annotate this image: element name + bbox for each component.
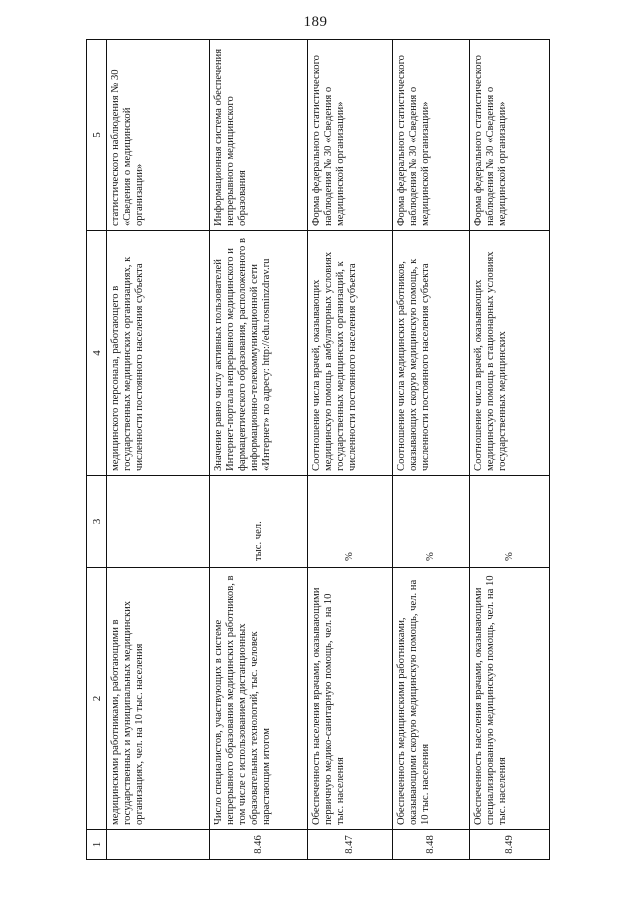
unit-cell: % bbox=[308, 476, 393, 568]
indicators-table bbox=[86, 39, 550, 860]
unit-cell: % bbox=[393, 476, 470, 568]
column-header: 2 bbox=[87, 568, 107, 830]
table-row bbox=[210, 40, 308, 860]
table-row bbox=[470, 40, 550, 860]
row-number bbox=[107, 830, 210, 860]
source-cell: Информационная система обеспечения непрерывного медицинского образования bbox=[210, 40, 308, 231]
indicator-cell: Обеспеченность медицинскими работниками, оказывающими скорую медицинскую помощь, чел. на 10 тыс. населения bbox=[393, 568, 470, 830]
table-row bbox=[308, 40, 393, 860]
row-number: 8.48 bbox=[393, 830, 470, 860]
method-cell: медицинского персонала, работающего в государственных медицинских организациях, к численности постоянного населения субъекта bbox=[107, 231, 210, 476]
column-header: 5 bbox=[87, 40, 107, 231]
row-number: 8.46 bbox=[210, 830, 308, 860]
indicator-cell: Обеспеченность населения врачами, оказывающими первичную медико-санитарную помощь, чел. на 10 тыс. населения bbox=[308, 568, 393, 830]
table-row bbox=[393, 40, 470, 860]
source-cell: Форма федерального статистического наблюдения № 30 «Сведения о медицинской организации» bbox=[470, 40, 550, 231]
page-number: 189 bbox=[303, 14, 328, 30]
source-cell: статистического наблюдения № 30 «Сведения о медицинской организации» bbox=[107, 40, 210, 231]
method-cell: Значение равно числу активных пользователей Интернет-портала непрерывного медицинского и фармацевтического образования, расположенного в информационно-телекоммуникационной сети «Интернет» по адресу: http://edu.rosminzdrav.ru bbox=[210, 231, 308, 476]
column-header: 4 bbox=[87, 231, 107, 476]
rotated-table-wrapper bbox=[86, 40, 549, 860]
table-row bbox=[107, 40, 210, 860]
source-cell: Форма федерального статистического наблюдения № 30 «Сведения о медицинской организации» bbox=[308, 40, 393, 231]
method-cell: Соотношение числа врачей, оказывающих медицинскую помощь в стационарных условиях государственных медицинских bbox=[470, 231, 550, 476]
method-cell: Соотношение числа медицинских работников, оказывающих скорую медицинскую помощь, к численности постоянного населения субъекта bbox=[393, 231, 470, 476]
row-number: 8.49 bbox=[470, 830, 550, 860]
indicator-cell: Число специалистов, участвующих в системе непрерывного образования медицинских работников, в том числе с использованием дистанционных образовательных технологий, тыс. человек нарастающим итогом bbox=[210, 568, 308, 830]
column-header: 3 bbox=[87, 476, 107, 568]
unit-cell: % bbox=[470, 476, 550, 568]
unit-cell: тыс. чел. bbox=[210, 476, 308, 568]
indicator-cell: Обеспеченность населения врачами, оказывающими специализированную медицинскую помощь, чел. на 10 тыс. населения bbox=[470, 568, 550, 830]
column-header: 1 bbox=[87, 830, 107, 860]
source-cell: Форма федерального статистического наблюдения № 30 «Сведения о медицинской организации» bbox=[393, 40, 470, 231]
row-number: 8.47 bbox=[308, 830, 393, 860]
unit-cell bbox=[107, 476, 210, 568]
method-cell: Соотношение числа врачей, оказывающих медицинскую помощь в амбулаторных условиях государственных медицинских организаций, к численности постоянного населения субъекта bbox=[308, 231, 393, 476]
indicator-cell: медицинскими работниками, работающими в государственных и муниципальных медицинских организациях, чел. на 10 тыс. населения bbox=[107, 568, 210, 830]
table-header-row bbox=[87, 40, 107, 860]
